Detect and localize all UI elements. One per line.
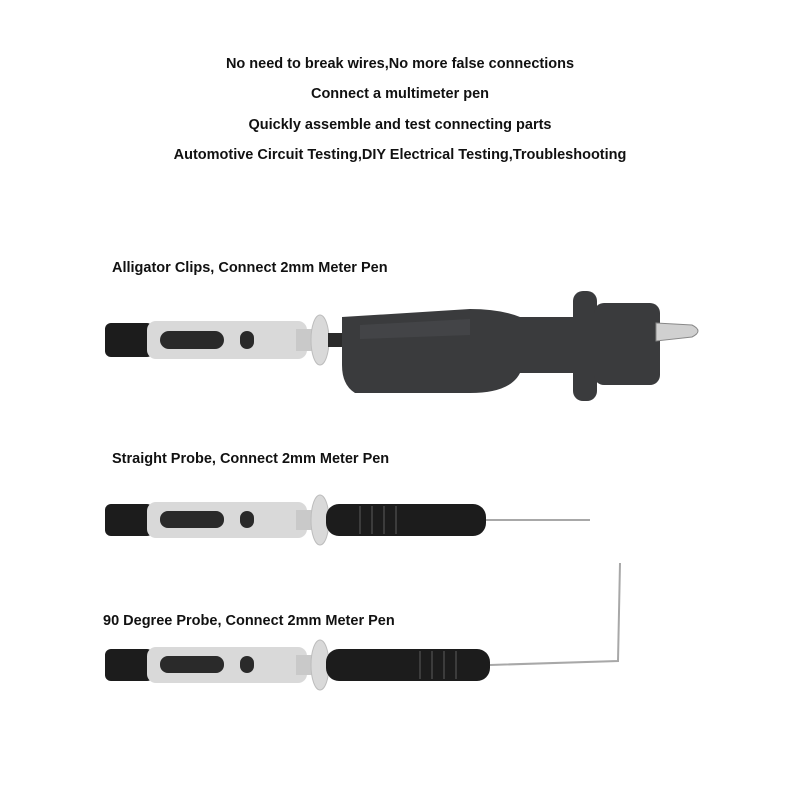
right-angle-probe-caption: 90 Degree Probe, Connect 2mm Meter Pen	[103, 613, 395, 629]
probe-body	[326, 504, 486, 536]
grip-hole	[240, 331, 254, 349]
grip-hole	[240, 511, 254, 528]
straight-probe-caption: Straight Probe, Connect 2mm Meter Pen	[112, 451, 390, 467]
boot-collar	[573, 291, 597, 401]
headline-3: Quickly assemble and test connecting parts	[248, 117, 552, 133]
boot-head	[594, 303, 660, 385]
black-lead	[105, 504, 153, 536]
headline-1: No need to break wires,No more false connections	[225, 56, 575, 72]
black-lead	[105, 649, 153, 681]
grip-slot	[160, 331, 224, 349]
grip-slot	[160, 656, 224, 673]
headline-4: Automotive Circuit Testing,DIY Electrical Testing,Troubleshooting	[173, 147, 627, 163]
alligator-clip-image	[0, 285, 800, 405]
alligator-clip-caption: Alligator Clips, Connect 2mm Meter Pen	[112, 260, 388, 276]
bent-needle	[490, 563, 620, 665]
probe-body	[326, 649, 490, 681]
headline-2: Connect a multimeter pen	[310, 86, 490, 102]
black-lead	[105, 323, 153, 357]
right-angle-probe-image	[0, 555, 800, 695]
pen-flange	[311, 315, 329, 365]
grip-slot	[160, 511, 224, 528]
grip-hole	[240, 656, 254, 673]
clip-jaw	[656, 323, 698, 341]
straight-probe-image	[0, 490, 800, 555]
